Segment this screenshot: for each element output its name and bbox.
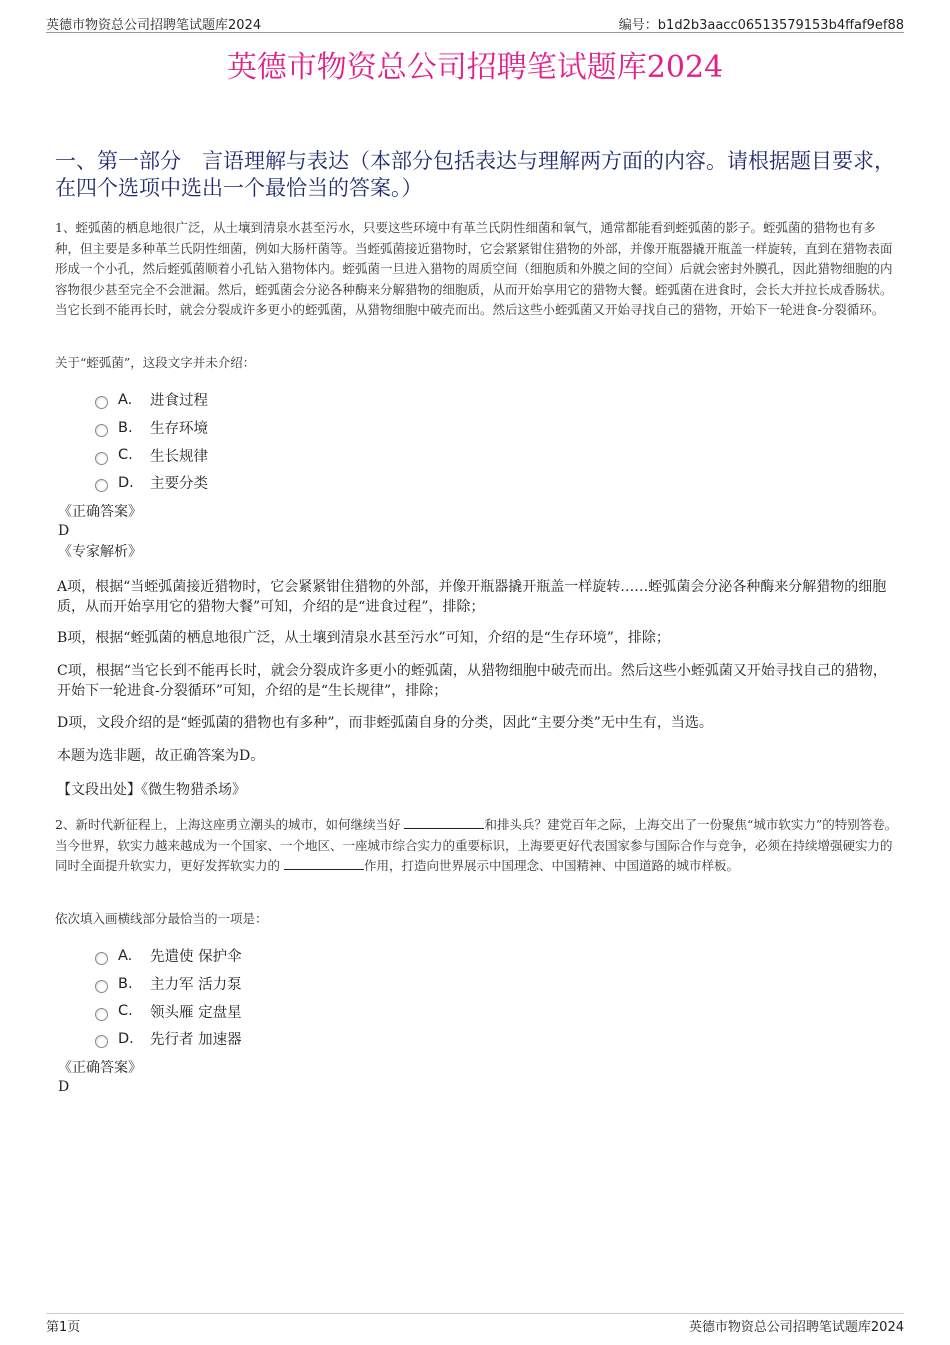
blank-2 [284, 869, 364, 870]
document-title: 英德市物资总公司招聘笔试题库2024 [226, 50, 724, 85]
option-b[interactable]: B. 主力军 活力泵 [95, 970, 242, 998]
analysis-b: B项，根据“蛭弧菌的栖息地很广泛，从土壤到清泉水甚至污水”可知，介绍的是“生存环境”，排除； [57, 630, 670, 646]
q2-answer-label: 《正确答案》 [58, 1060, 142, 1076]
radio-icon[interactable] [95, 1035, 108, 1048]
analysis-c: C项，根据“当它长到不能再长时，就会分裂成许多更小的蛭弧菌，从猎物细胞中破壳而出。然后这些小蛭弧菌又开始寻找自己的猎物，开始下一轮进食-分裂循环”可知，介绍的是“生长规律”，排除； [57, 663, 887, 699]
radio-icon[interactable] [95, 452, 108, 465]
radio-icon[interactable] [95, 980, 108, 993]
analysis-a: A项，根据“当蛭弧菌接近猎物时，它会紧紧钳住猎物的外部，并像开瓶器撬开瓶盖一样旋转……蛭弧菌会分泌各种酶来分解猎物的细胞质，从而开始享用它的猎物大餐”可知，介绍的是“进食过程”，排除； [57, 579, 887, 615]
q1-prompt: 关于“蛭弧菌”，这段文字并未介绍： [55, 355, 256, 370]
analysis-conclusion: 本题为选非题，故正确答案为D。 [57, 748, 265, 764]
section-heading: 一、第一部分 言语理解与表达（本部分包括表达与理解两方面的内容。请根据题目要求，在四个选项中选出一个最恰当的答案。） [55, 149, 895, 200]
radio-icon[interactable] [95, 424, 108, 437]
q2-prompt: 依次填入画横线部分最恰当的一项是： [55, 911, 268, 926]
option-a[interactable]: A. 先遣使 保护伞 [95, 942, 242, 970]
radio-icon[interactable] [95, 396, 108, 409]
option-d[interactable]: D. 主要分类 [95, 469, 208, 497]
option-d[interactable]: D. 先行者 加速器 [95, 1025, 242, 1053]
q2-text: 2、新时代新征程上，上海这座勇立潮头的城市，如何继续当好 和排头兵？建党百年之际，上海交出了一份聚焦“城市软实力”的特别答卷。当今世界，软实力越来越成为一个国家、一个地区、一座城市综合实力的重要标识，上海要更好代表国家参与国际合作与竞争，必须在持续增强硬实力的同时全面提升软实力，更好发挥软实力的 作用，打造向世界展示中国理念、中国精神、中国道路的城市样板。 [55, 817, 898, 873]
option-c[interactable]: C. 领头雁 定盘星 [95, 997, 242, 1025]
q1-answer-label: 《正确答案》 [58, 504, 142, 520]
analysis-source: 【文段出处】《微生物猎杀场》 [57, 782, 246, 798]
radio-icon[interactable] [95, 952, 108, 965]
header-title: 英德市物资总公司招聘笔试题库2024 [46, 18, 262, 33]
page-footer [46, 1313, 904, 1335]
footer-title: 英德市物资总公司招聘笔试题库2024 [688, 1320, 904, 1335]
radio-icon[interactable] [95, 479, 108, 492]
q1-text: 1、蛭弧菌的栖息地很广泛，从土壤到清泉水甚至污水，只要这些环境中有革兰氏阴性细菌和氧气，通常都能看到蛭弧菌的影子。蛭弧菌的猎物也有多种，但主要是多种革兰氏阴性细菌，例如大肠杆菌等。当蛭弧菌接近猎物时，它会紧紧钳住猎物的外部，并像开瓶器撬开瓶盖一样旋转，直到在猎物表面形成一个小孔，然后蛭弧菌顺着小孔钻入猎物体内。蛭弧菌一旦进入猎物的周质空间（细胞质和外膜之间的空间）后就会密封外膜孔，因此猎物细胞的内容物很少甚至完全不会泄漏。然后，蛭弧菌会分泌各种酶来分解猎物的细胞质，从而开始享用它的猎物大餐。蛭弧菌在进食时，会长大并拉长成香肠状。当它长到不能再长时，就会分裂成许多更小的蛭弧菌，从猎物细胞中破壳而出。然后这些小蛭弧菌又开始寻找自己的猎物，开始下一轮进食-分裂循环。 [55, 220, 893, 317]
q1-options [95, 386, 208, 497]
page-header [46, 14, 904, 33]
blank-1 [404, 828, 484, 829]
analysis-d: D项，文段介绍的是“蛭弧菌的猎物也有多种”，而非蛭弧菌自身的分类，因此“主要分类”无中生有，当选。 [57, 715, 713, 731]
option-c[interactable]: C. 生长规律 [95, 441, 208, 469]
page-number: 第1页 [46, 1320, 81, 1335]
q1-answer: D [58, 523, 70, 539]
q1-analysis-label: 《专家解析》 [58, 544, 142, 560]
option-b[interactable]: B. 生存环境 [95, 414, 208, 442]
q2-options [95, 942, 242, 1053]
header-serial: 编号：b1d2b3aacc06513579153b4ffaf9ef88 [618, 18, 904, 33]
option-a[interactable]: A. 进食过程 [95, 386, 208, 414]
q2-answer: D [58, 1079, 70, 1095]
radio-icon[interactable] [95, 1008, 108, 1021]
